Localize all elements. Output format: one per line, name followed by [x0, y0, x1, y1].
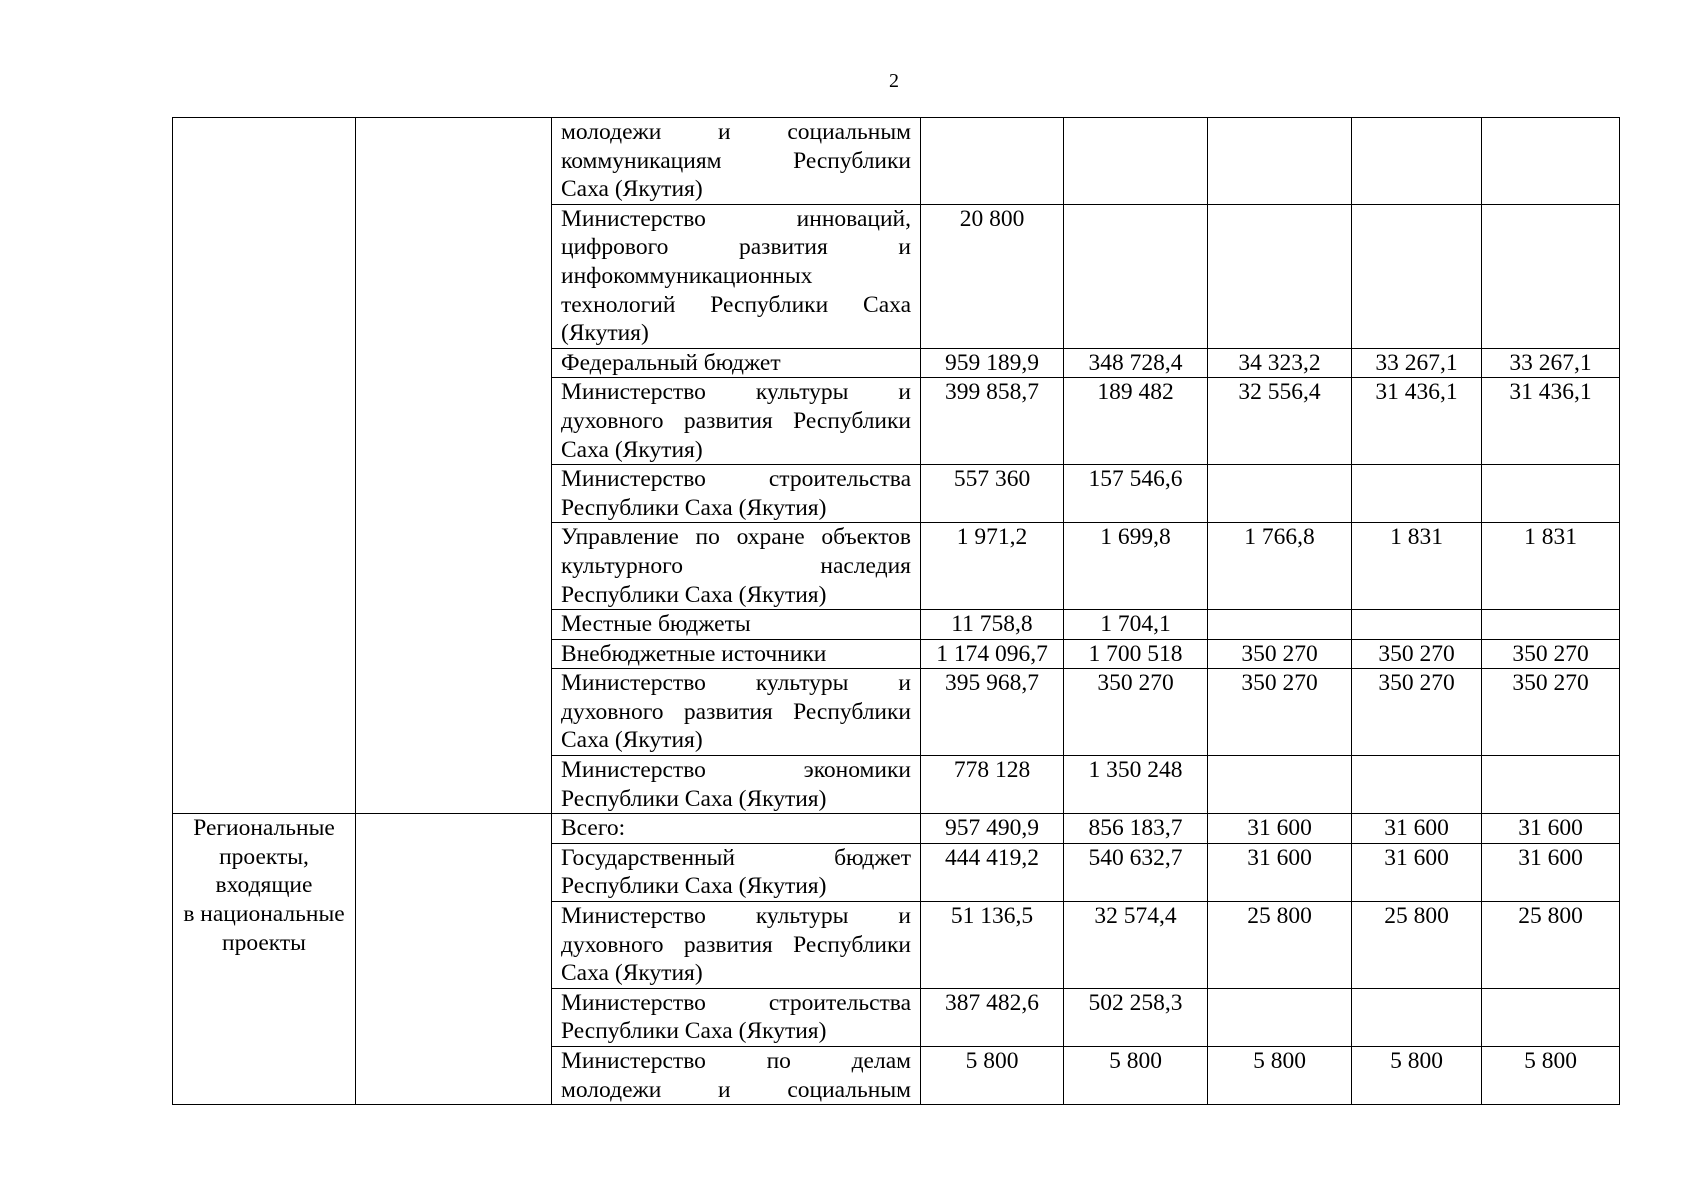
value-cell: 350 270 — [1482, 639, 1620, 669]
source-cell — [552, 639, 921, 669]
value-cell: 20 800 — [921, 204, 1064, 348]
source-line: Республики Саха (Якутия) — [561, 785, 827, 812]
value-cell — [1482, 204, 1620, 348]
source-line: культурного наследия — [561, 552, 911, 579]
source-cell — [552, 756, 921, 814]
value-cell: 32 574,4 — [1064, 902, 1208, 989]
source-cell — [552, 814, 921, 844]
source-line: Республики Саха (Якутия) — [561, 494, 827, 521]
value-cell: 1 704,1 — [1064, 610, 1208, 640]
table-row — [173, 118, 1620, 205]
value-cell — [1208, 204, 1352, 348]
value-cell — [1482, 988, 1620, 1046]
value-cell — [1208, 465, 1352, 523]
value-cell: 51 136,5 — [921, 902, 1064, 989]
value-cell: 1 700 518 — [1064, 639, 1208, 669]
group-label-line: входящие — [215, 872, 313, 899]
source-line: (Якутия) — [561, 320, 649, 347]
value-cell: 778 128 — [921, 756, 1064, 814]
value-cell — [1352, 756, 1482, 814]
source-cell — [552, 988, 921, 1046]
source-line: Внебюджетные источники — [561, 640, 827, 667]
source-line: духовного развития Республики — [561, 407, 911, 434]
source-line: Министерство культуры и — [561, 903, 911, 930]
value-cell: 31 436,1 — [1352, 378, 1482, 465]
value-cell: 1 350 248 — [1064, 756, 1208, 814]
value-cell: 387 482,6 — [921, 988, 1064, 1046]
value-cell: 31 600 — [1352, 843, 1482, 901]
source-cell — [552, 378, 921, 465]
source-line: Министерство культуры и — [561, 379, 911, 406]
group-cell-regional-projects — [173, 814, 356, 1105]
source-line: Федеральный бюджет — [561, 349, 781, 376]
subgroup-cell-regional — [356, 814, 552, 1105]
source-line: духовного развития Республики — [561, 931, 911, 958]
group-label-line: в национальные — [183, 901, 345, 928]
value-cell: 350 270 — [1482, 669, 1620, 756]
value-cell: 31 600 — [1208, 814, 1352, 844]
value-cell: 350 270 — [1352, 669, 1482, 756]
source-line: инфокоммуникационных — [561, 262, 813, 289]
value-cell: 350 270 — [1208, 669, 1352, 756]
subgroup-cell-continued — [356, 118, 552, 814]
value-cell: 5 800 — [1352, 1047, 1482, 1105]
source-cell — [552, 118, 921, 205]
table-body — [173, 118, 1620, 1105]
value-cell: 25 800 — [1208, 902, 1352, 989]
source-line: молодежи и социальным — [561, 1076, 911, 1103]
value-cell: 189 482 — [1064, 378, 1208, 465]
value-cell — [1352, 610, 1482, 640]
group-label-line: Региональные — [193, 815, 335, 842]
source-line: Министерство строительства — [561, 466, 911, 493]
source-line: духовного развития Республики — [561, 698, 911, 725]
value-cell: 5 800 — [1208, 1047, 1352, 1105]
value-cell: 11 758,8 — [921, 610, 1064, 640]
value-cell: 32 556,4 — [1208, 378, 1352, 465]
source-line: Управление по охране объектов — [561, 524, 911, 551]
value-cell: 34 323,2 — [1208, 348, 1352, 378]
source-line: Министерство культуры и — [561, 670, 911, 697]
source-cell — [552, 204, 921, 348]
value-cell: 33 267,1 — [1482, 348, 1620, 378]
source-line: Саха (Якутия) — [561, 436, 703, 463]
source-line: молодежи и социальным — [561, 119, 911, 145]
source-line: Министерство экономики — [561, 757, 911, 784]
value-cell — [1482, 610, 1620, 640]
value-cell: 540 632,7 — [1064, 843, 1208, 901]
value-cell: 1 174 096,7 — [921, 639, 1064, 669]
source-line: Республики Саха (Якутия) — [561, 1018, 827, 1045]
value-cell: 31 600 — [1352, 814, 1482, 844]
value-cell — [1208, 988, 1352, 1046]
value-cell — [1208, 610, 1352, 640]
value-cell: 856 183,7 — [1064, 814, 1208, 844]
value-cell: 31 600 — [1208, 843, 1352, 901]
source-line: цифрового развития и — [561, 234, 911, 261]
value-cell: 5 800 — [1064, 1047, 1208, 1105]
value-cell: 33 267,1 — [1352, 348, 1482, 378]
value-cell: 557 360 — [921, 465, 1064, 523]
source-line: Саха (Якутия) — [561, 176, 703, 203]
source-cell — [552, 902, 921, 989]
value-cell: 157 546,6 — [1064, 465, 1208, 523]
value-cell: 31 600 — [1482, 843, 1620, 901]
source-line: Министерство по делам — [561, 1048, 911, 1074]
value-cell: 350 270 — [1208, 639, 1352, 669]
source-line: Местные бюджеты — [561, 611, 751, 638]
value-cell: 31 600 — [1482, 814, 1620, 844]
value-cell — [1482, 756, 1620, 814]
source-line: Министерство инноваций, — [561, 205, 911, 232]
source-line: Республики Саха (Якутия) — [561, 581, 827, 608]
source-line: Всего: — [561, 815, 626, 842]
value-cell: 5 800 — [921, 1047, 1064, 1105]
value-cell: 957 490,9 — [921, 814, 1064, 844]
value-cell: 399 858,7 — [921, 378, 1064, 465]
value-cell: 1 766,8 — [1208, 523, 1352, 610]
value-cell — [1352, 204, 1482, 348]
value-cell: 25 800 — [1482, 902, 1620, 989]
value-cell: 959 189,9 — [921, 348, 1064, 378]
value-cell: 25 800 — [1352, 902, 1482, 989]
source-cell — [552, 465, 921, 523]
value-cell — [1208, 756, 1352, 814]
source-line: Саха (Якутия) — [561, 727, 703, 754]
value-cell — [1064, 118, 1208, 205]
value-cell: 1 971,2 — [921, 523, 1064, 610]
page-number: 2 — [889, 70, 899, 92]
source-cell — [552, 610, 921, 640]
value-cell: 350 270 — [1352, 639, 1482, 669]
source-cell — [552, 669, 921, 756]
value-cell — [1482, 118, 1620, 205]
table-row — [173, 814, 1620, 844]
value-cell — [1064, 204, 1208, 348]
group-cell-continued — [173, 118, 356, 814]
source-line: Министерство строительства — [561, 989, 911, 1016]
source-cell — [552, 348, 921, 378]
value-cell: 395 968,7 — [921, 669, 1064, 756]
source-line: коммуникациям Республики — [561, 147, 911, 174]
value-cell: 350 270 — [1064, 669, 1208, 756]
value-cell — [1482, 465, 1620, 523]
value-cell: 444 419,2 — [921, 843, 1064, 901]
value-cell: 1 699,8 — [1064, 523, 1208, 610]
value-cell: 5 800 — [1482, 1047, 1620, 1105]
source-line: Саха (Якутия) — [561, 960, 703, 987]
budget-table — [172, 117, 1620, 1105]
value-cell — [1352, 988, 1482, 1046]
value-cell: 31 436,1 — [1482, 378, 1620, 465]
source-line: Республики Саха (Якутия) — [561, 873, 827, 900]
value-cell — [921, 118, 1064, 205]
value-cell: 1 831 — [1352, 523, 1482, 610]
value-cell: 1 831 — [1482, 523, 1620, 610]
source-cell — [552, 1047, 921, 1105]
value-cell — [1352, 118, 1482, 205]
source-line: технологий Республики Саха — [561, 291, 911, 318]
value-cell — [1352, 465, 1482, 523]
source-cell — [552, 523, 921, 610]
group-label-line: проекты — [222, 929, 306, 956]
value-cell: 502 258,3 — [1064, 988, 1208, 1046]
source-line: Государственный бюджет — [561, 844, 911, 871]
source-cell — [552, 843, 921, 901]
value-cell — [1208, 118, 1352, 205]
group-label-line: проекты, — [219, 843, 309, 870]
value-cell: 348 728,4 — [1064, 348, 1208, 378]
